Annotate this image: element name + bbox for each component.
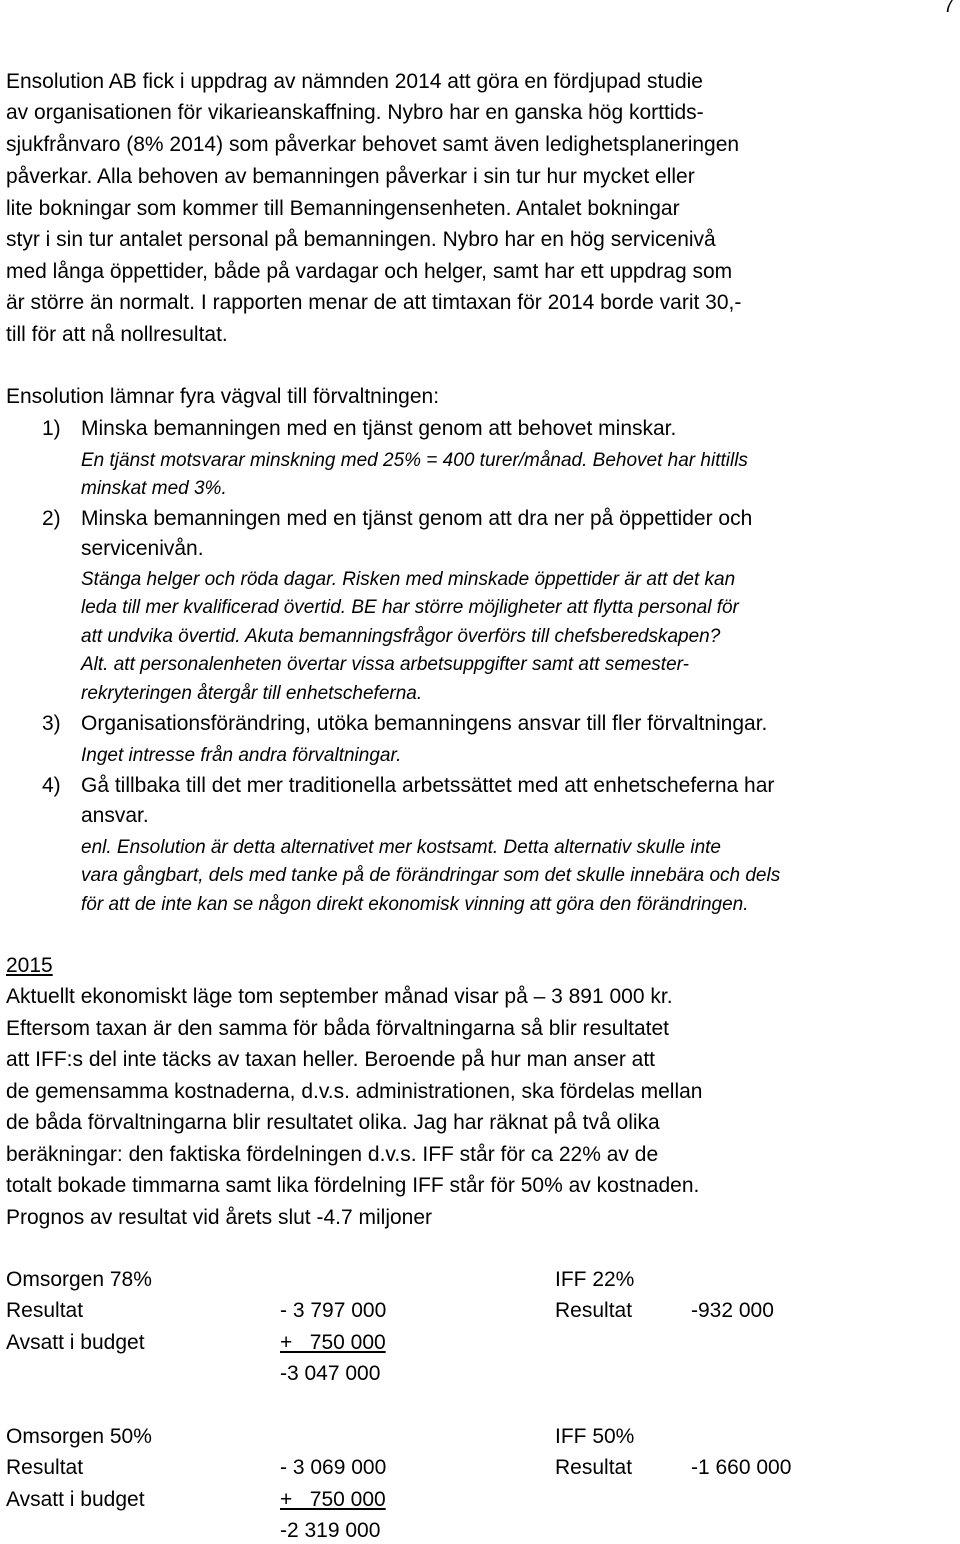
option-number: 2) [42, 507, 61, 530]
text-line: lite bokningar som kommer till Bemanningensenheten. Antalet bokningar [6, 197, 680, 220]
text-line: styr i sin tur antalet personal på bemanningen. Nybro har en hög servicenivå [6, 228, 716, 251]
page-number: 7 [943, 0, 954, 17]
left-title: Omsorgen 50% [6, 1425, 152, 1448]
option-number: 4) [42, 774, 61, 797]
option-note: enl. Ensolution är detta alternativet mer kostsamt. Detta alternativ skulle inte [81, 837, 721, 858]
option-note: En tjänst motsvarar minskning med 25% = 400 turer/månad. Behovet har hittills [81, 450, 748, 471]
option-note: leda till mer kvalificerad övertid. BE har större möjligheter att flytta personal för [81, 597, 739, 618]
text-line: med långa öppettider, både på vardagar och helger, samt har ett uppdrag som [6, 260, 733, 283]
option-note: vara gångbart, dels med tanke på de förändringar som det skulle innebära och dels [81, 865, 781, 886]
left-title: Omsorgen 78% [6, 1268, 152, 1291]
option-note: minskat med 3%. [81, 478, 227, 499]
option-note: Inget intresse från andra förvaltningar. [81, 745, 402, 766]
budget-label: Avsatt i budget [6, 1488, 145, 1511]
right-title: IFF 22% [555, 1268, 635, 1291]
option-text: Minska bemanningen med en tjänst genom att dra ner på öppettider och [81, 507, 753, 530]
right-result-value: -932 000 [691, 1299, 774, 1322]
total-value: -3 047 000 [280, 1362, 381, 1385]
text-line: Ensolution AB fick i uppdrag av nämnden 2014 att göra en fördjupad studie [6, 70, 703, 93]
text-line: beräkningar: den faktiska fördelningen d.v.s. IFF står för ca 22% av de [6, 1143, 659, 1166]
option-note: rekryteringen återgår till enhetscheferna. [81, 683, 423, 704]
option-text: ansvar. [81, 804, 149, 827]
year-heading: 2015 [6, 954, 53, 977]
result-label: Resultat [6, 1456, 84, 1479]
result-value: - 3 797 000 [280, 1299, 387, 1322]
option-text: Gå tillbaka till det mer traditionella arbetssättet med att enhetscheferna har [81, 774, 775, 797]
budget-value: + 750 000 [280, 1331, 386, 1354]
right-result-value: -1 660 000 [691, 1456, 792, 1479]
options-intro: Ensolution lämnar fyra vägval till förvaltningen: [6, 385, 440, 408]
option-number: 3) [42, 712, 61, 735]
option-note: Stänga helger och röda dagar. Risken med minskade öppettider är att det kan [81, 569, 736, 590]
text-line: de gemensamma kostnaderna, d.v.s. administrationen, ska fördelas mellan [6, 1080, 703, 1103]
right-result-label: Resultat [555, 1456, 633, 1479]
text-line: sjukfrånvaro (8% 2014) som påverkar behovet samt även ledighetsplaneringen [6, 133, 740, 156]
total-value: -2 319 000 [280, 1519, 381, 1542]
right-title: IFF 50% [555, 1425, 635, 1448]
text-line: av organisationen för vikarieanskaffning. Nybro har en ganska hög korttids- [6, 101, 704, 124]
right-result-label: Resultat [555, 1299, 633, 1322]
text-line: är större än normalt. I rapporten menar de att timtaxan för 2014 borde varit 30,- [6, 291, 742, 314]
option-number: 1) [42, 417, 61, 440]
budget-value: + 750 000 [280, 1488, 386, 1511]
option-text: servicenivån. [81, 537, 204, 560]
text-line: till för att nå nollresultat. [6, 323, 228, 346]
budget-label: Avsatt i budget [6, 1331, 145, 1354]
result-label: Resultat [6, 1299, 84, 1322]
option-note: Alt. att personalenheten övertar vissa arbetsuppgifter samt att semester- [81, 654, 689, 675]
text-line: Prognos av resultat vid årets slut -4.7 miljoner [6, 1206, 433, 1229]
text-line: Aktuellt ekonomiskt läge tom september månad visar på – 3 891 000 kr. [6, 985, 673, 1008]
text-line: Eftersom taxan är den samma för båda förvaltningarna så blir resultatet [6, 1017, 669, 1040]
option-note: för att de inte kan se någon direkt ekonomisk vinning att göra den förändringen. [81, 894, 749, 915]
text-line: totalt bokade timmarna samt lika fördelning IFF står för 50% av kostnaden. [6, 1174, 700, 1197]
text-line: påverkar. Alla behoven av bemanningen påverkar i sin tur hur mycket eller [6, 165, 695, 188]
option-text: Organisationsförändring, utöka bemanningens ansvar till fler förvaltningar. [81, 712, 768, 735]
option-note: att undvika övertid. Akuta bemanningsfrågor överförs till chefsberedskapen? [81, 626, 721, 647]
text-line: att IFF:s del inte täcks av taxan heller. Beroende på hur man anser att [6, 1048, 656, 1071]
result-value: - 3 069 000 [280, 1456, 387, 1479]
text-line: de båda förvaltningarna blir resultatet olika. Jag har räknat på två olika [6, 1111, 660, 1134]
option-text: Minska bemanningen med en tjänst genom att behovet minskar. [81, 417, 677, 440]
